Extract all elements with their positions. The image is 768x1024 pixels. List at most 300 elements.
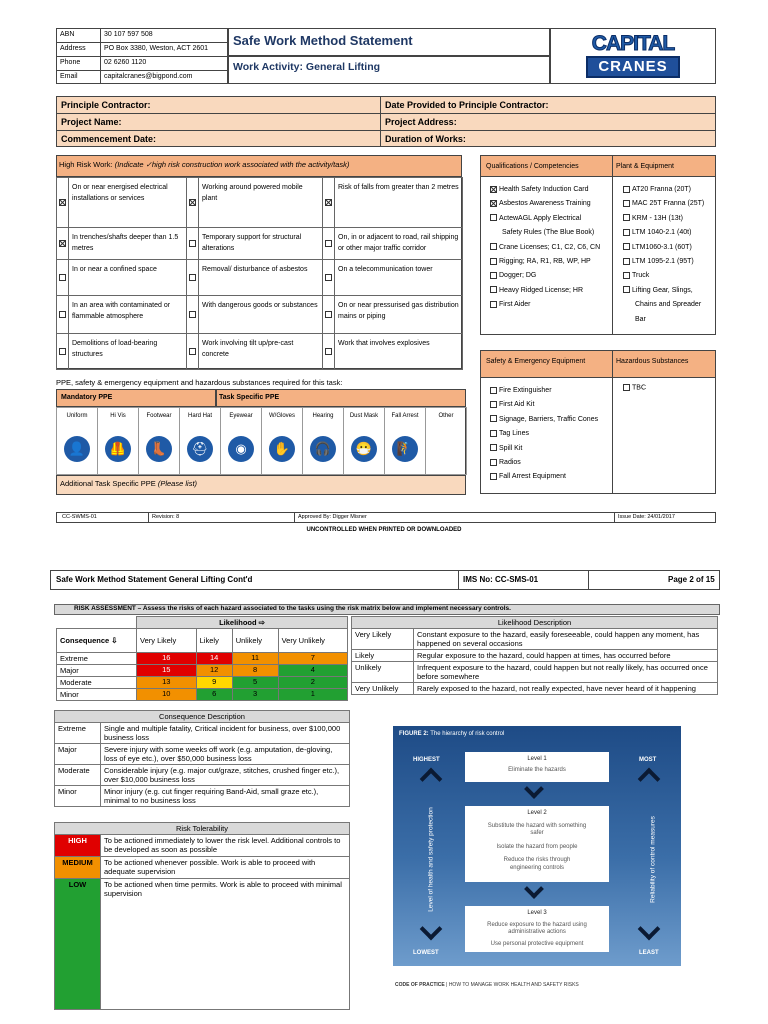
qualification-item (490, 183, 610, 197)
checkbox[interactable] (490, 258, 497, 265)
likelihood-table (351, 616, 718, 695)
ld-key: Very Likely (352, 629, 414, 650)
hrw-item-text: In trenches/shafts deeper than 1.5 metres (72, 234, 179, 252)
code-rest: | HOW TO MANAGE WORK HEALTH AND SAFETY RISKS (446, 982, 579, 988)
level-1-text: Eliminate the hazards (508, 767, 566, 773)
level-3-text-a: Reduce exposure to the hazard using administrative actions (487, 921, 587, 935)
level-3-text-b: Use personal protective equipment (490, 940, 584, 947)
qualification-item (490, 226, 610, 240)
cd-key: Extreme (55, 723, 101, 744)
qualification-item (490, 241, 610, 255)
work-activity: Work Activity: General Lifting (233, 61, 381, 73)
risk-matrix (56, 616, 348, 700)
ppe-label: Hard Hat (187, 413, 212, 419)
chevron-down-icon (524, 779, 544, 799)
abn-label: ABN (60, 31, 75, 38)
plant-item-label: Lifting Gear, Slings, (632, 286, 693, 294)
cd-key: Major (55, 744, 101, 765)
checkbox[interactable] (623, 186, 630, 193)
row-line (56, 42, 228, 43)
project-address-label: Project Address: (385, 117, 457, 127)
checkbox[interactable] (623, 229, 630, 236)
gloves-icon[interactable]: ✋ (269, 436, 295, 462)
rt-title-row (55, 823, 350, 835)
checkbox[interactable] (490, 243, 497, 250)
divider (614, 512, 615, 523)
ppe-cell (261, 407, 303, 475)
hrw-cell (56, 177, 187, 228)
divider (294, 512, 295, 523)
footer-revision: Revision: 8 (152, 514, 180, 520)
ld-row (352, 629, 718, 650)
footer-approved: Approved By: Digger Misner (298, 514, 367, 520)
plant-item-label: AT20 Franna (20T) (632, 186, 692, 193)
hrw-title (59, 160, 349, 169)
risk-score: 9 (196, 677, 232, 689)
hrw-checkbox-col (57, 260, 69, 295)
ims-number: IMS No: CC-SMS-01 (463, 575, 539, 584)
logo-bottom-text: CRANES (586, 56, 680, 78)
hazardous-item-label: TBC (632, 384, 646, 392)
duration-label: Duration of Works: (385, 134, 466, 144)
least-label: LEAST (639, 950, 659, 956)
ppe-label: Other (438, 413, 454, 419)
uniform-icon[interactable]: 👤 (64, 436, 90, 462)
checkbox[interactable] (490, 415, 497, 422)
hrw-cell (322, 333, 463, 370)
plant-item-label: Truck (632, 272, 650, 280)
commencement-date-label: Commencement Date: (61, 134, 157, 144)
checkbox[interactable] (189, 274, 196, 281)
plant-item (623, 212, 715, 226)
ld-value: Regular exposure to the hazard, could happen at times, has occurred before (414, 650, 718, 662)
ld-value: Rarely exposed to the hazard, not really expected, have never heard of it happening (414, 683, 718, 695)
ppe-cell (425, 407, 467, 475)
checkbox[interactable] (189, 348, 196, 355)
qualification-item-label: Crane Licenses; C1, C2, C6, CN (499, 243, 601, 251)
risk-score: 11 (232, 653, 278, 665)
checkbox[interactable] (189, 311, 196, 318)
checkbox[interactable] (325, 348, 332, 355)
ppe-cell (220, 407, 262, 475)
matrix-header-row (57, 617, 348, 629)
cd-title-row (55, 711, 350, 723)
hrw-checkbox-col (323, 228, 335, 259)
ppe-cell (343, 407, 385, 475)
hrw-cell (56, 333, 187, 370)
checkbox[interactable] (490, 186, 497, 193)
checkbox[interactable] (490, 387, 497, 394)
cd-row (55, 723, 350, 744)
hrw-item-text: In or near a confined space (72, 266, 157, 273)
likelihood-header: Likelihood ⇨ (137, 617, 348, 629)
page2-title: Safe Work Method Statement General Lifting Cont'd (56, 575, 253, 584)
ld-row (352, 662, 718, 683)
ld-key: Very Unlikely (352, 683, 414, 695)
checkbox[interactable] (490, 200, 497, 207)
risk-score: 10 (137, 689, 197, 701)
qualification-item-label: First Aider (499, 301, 531, 309)
checkbox[interactable] (189, 199, 196, 206)
matrix-row (57, 677, 348, 689)
risk-score: 8 (232, 665, 278, 677)
qualifications-list (490, 183, 610, 313)
tolerability-table (54, 822, 350, 1010)
level-1-title: Level 1 (527, 756, 547, 762)
risk-score: 7 (278, 653, 347, 665)
safety-item (490, 427, 612, 441)
risk-score: 6 (196, 689, 232, 701)
eyewear-icon[interactable]: ◉ (228, 436, 254, 462)
hrw-item-text: Work that involves explosives (338, 340, 430, 347)
ppe-label: Hi Vis (110, 413, 126, 419)
address-label: Address (60, 45, 86, 52)
plant-item (623, 269, 715, 283)
hrw-item-text: In an area with contaminated or flammable atmosphere (72, 302, 171, 320)
plant-item-label: LTM 1040-2.1 (40t) (632, 229, 692, 237)
hrw-checkbox-col (57, 334, 69, 369)
qualification-item (490, 298, 610, 312)
checkbox[interactable] (623, 272, 630, 279)
level-2-text-b: Isolate the hazard from people (496, 843, 578, 850)
hrw-checkbox-col (57, 296, 69, 333)
hrw-item-text: Work involving tilt up/pre-cast concrete (202, 340, 294, 358)
ppe-label: Hearing (312, 413, 334, 419)
checkbox[interactable] (490, 473, 497, 480)
cd-value: Minor injury (e.g. cut finger requiring Band-Aid, small graze etc.), minimal to no business loss (101, 786, 350, 807)
checkbox[interactable] (623, 243, 630, 250)
qualification-item-label: ActewAGL Apply Electrical (499, 214, 582, 222)
rt-row (55, 857, 350, 879)
checkbox[interactable] (490, 301, 497, 308)
risk-score: 2 (278, 677, 347, 689)
lowest-label: LOWEST (413, 950, 439, 956)
hrw-item-text: On or near energised electrical installations or services (72, 184, 168, 202)
dust-mask-icon[interactable]: 😷 (351, 436, 377, 462)
checkbox[interactable] (490, 459, 497, 466)
ld-value: Infrequent exposure to the hazard, could happen but not really likely, has occurred once before somewhere (414, 662, 718, 683)
qualification-item-label: Heavy Ridged License; HR (499, 286, 584, 294)
checkbox[interactable] (490, 214, 497, 221)
task-specific-ppe-label: Task Specific PPE (219, 394, 280, 401)
rt-value: To be actioned immediately to lower the risk level. Additional controls to be developed as soon as possible (101, 835, 350, 857)
quals-header-right: Plant & Equipment (616, 163, 674, 170)
plant-item (623, 197, 715, 211)
highest-label: HIGHEST (413, 757, 440, 763)
checkbox[interactable] (490, 401, 497, 408)
figure-caption (399, 731, 504, 737)
consequence-label: Minor (57, 689, 137, 701)
safety-equipment-list (490, 384, 612, 485)
safety-item-label: Tag Lines (499, 430, 529, 438)
safety-header-left: Safety & Emergency Equipment (486, 358, 586, 365)
risk-score: 16 (137, 653, 197, 665)
chevron-up-icon (638, 768, 661, 791)
checkbox[interactable] (623, 258, 630, 265)
rt-value: To be actioned when time permits. Work is able to proceed with minimal supervision (101, 879, 350, 1010)
quals-header-left: Qualifications / Competencies (486, 163, 579, 170)
ppe-cell (56, 407, 98, 475)
row-line (56, 130, 716, 131)
checkbox[interactable] (59, 199, 66, 206)
divider (380, 96, 381, 147)
qualification-item (490, 212, 610, 226)
hrw-cell (56, 295, 187, 334)
checkbox[interactable] (325, 311, 332, 318)
ppe-label: Eyewear (229, 413, 253, 419)
ppe-grid (56, 407, 466, 475)
additional-ppe-label (60, 479, 197, 488)
rt-row (55, 879, 350, 1010)
address-value: PO Box 3380, Weston, ACT 2601 (104, 45, 209, 52)
hrw-cell (322, 177, 463, 228)
level-3-title: Level 3 (527, 910, 547, 916)
date-provided-label: Date Provided to Principle Contractor: (385, 100, 549, 110)
plant-item-label: Bar (635, 315, 646, 323)
hrw-item-text: With dangerous goods or substances (202, 302, 318, 309)
ppe-cell (179, 407, 221, 475)
plant-item-label: MAC 25T Franna (25T) (632, 200, 705, 208)
hrw-checkbox-col (187, 228, 199, 259)
checkbox[interactable] (325, 199, 332, 206)
hrw-cell (56, 227, 187, 260)
hrw-checkbox-col (187, 296, 199, 333)
likelihood-col: Very Likely (137, 629, 197, 653)
plant-item-label: LTM 1095-2.1 (95T) (632, 257, 694, 265)
hrw-cell (186, 227, 323, 260)
ppe-cell (384, 407, 426, 475)
risk-score: 15 (137, 665, 197, 677)
consequence-label: Extreme (57, 653, 137, 665)
phone-label: Phone (60, 59, 81, 66)
plant-item-label: KRM - 13H (13t) (632, 214, 683, 222)
hrw-item-text: On, in or adjacent to road, rail shipping or other major traffic corridor (338, 234, 459, 252)
plant-item (623, 255, 715, 269)
safety-item (490, 413, 612, 427)
divider (588, 570, 589, 590)
matrix-subheader-row (57, 629, 348, 653)
rt-row (55, 835, 350, 857)
row-line (56, 56, 228, 57)
level-3-box (465, 906, 609, 952)
plant-item (623, 284, 715, 298)
phone-value: 02 6260 1120 (104, 59, 147, 66)
most-label: MOST (639, 757, 657, 763)
safety-item (490, 456, 612, 470)
risk-score: 4 (278, 665, 347, 677)
hearing-icon[interactable]: 🎧 (310, 436, 336, 462)
cd-row (55, 765, 350, 786)
document-title: Safe Work Method Statement (233, 33, 413, 48)
safety-item (490, 442, 612, 456)
hrw-checkbox-col (187, 260, 199, 295)
qualification-item-label: Asbestos Awareness Training (499, 200, 591, 208)
safety-item-label: Signage, Barriers, Traffic Cones (499, 415, 599, 423)
ppe-label: Fall Arrest (391, 413, 419, 419)
rt-title: Risk Tolerability (55, 823, 350, 835)
level-1-box (465, 752, 609, 782)
chevron-down-icon (524, 879, 544, 899)
hard-hat-icon[interactable]: ⛑ (187, 436, 213, 462)
hrw-item-text: Demolitions of load-bearing structures (72, 340, 158, 358)
footer-code: CC-SWMS-01 (62, 514, 97, 520)
consequence-table (54, 710, 350, 807)
plant-item (623, 313, 715, 327)
hrw-item-text: On a telecommunication tower (338, 266, 433, 273)
checkbox[interactable] (623, 384, 630, 391)
additional-ppe-text: Additional Task Specific PPE (60, 479, 156, 488)
safety-item (490, 398, 612, 412)
ld-key: Unlikely (352, 662, 414, 683)
right-axis-label: Reliability of control measures (649, 816, 657, 903)
hrw-checkbox-col (323, 334, 335, 369)
hrw-item-text: Working around powered mobile plant (202, 184, 303, 202)
principle-contractor-label: Principle Contractor: (61, 100, 151, 110)
checkbox[interactable] (490, 444, 497, 451)
hrw-checkbox-col (323, 260, 335, 295)
hrw-title-text: High Risk Work: (59, 160, 113, 169)
safety-header-right: Hazardous Substances (616, 358, 689, 365)
footwear-icon[interactable]: 👢 (146, 436, 172, 462)
level-2-title: Level 2 (527, 810, 547, 816)
risk-score: 5 (232, 677, 278, 689)
safety-item-label: Spill Kit (499, 444, 523, 452)
divider (458, 570, 459, 590)
hrw-item-text: Temporary support for structural alterations (202, 234, 302, 252)
qualification-item-label: Dogger; DG (499, 272, 537, 280)
risk-score: 12 (196, 665, 232, 677)
email-value: capitalcranes@bigpond.com (104, 73, 193, 80)
checkbox[interactable] (59, 240, 66, 247)
ppe-label: W/Gloves (268, 413, 295, 419)
hrw-cell (186, 295, 323, 334)
hrw-item-text: Removal/ disturbance of asbestos (202, 266, 308, 273)
checkbox[interactable] (623, 200, 630, 207)
consequence-label: Moderate (57, 677, 137, 689)
cd-row (55, 744, 350, 765)
additional-ppe-note: (Please list) (157, 479, 198, 488)
hrw-checkbox-col (187, 178, 199, 227)
likelihood-col: Likely (196, 629, 232, 653)
checkbox[interactable] (623, 286, 630, 293)
checkbox[interactable] (325, 274, 332, 281)
checkbox[interactable] (59, 311, 66, 318)
email-label: Email (60, 73, 78, 80)
safety-item-label: Radios (499, 458, 521, 466)
row-line (56, 70, 228, 71)
level-2-text-a: Substitute the hazard with something safer (487, 822, 587, 836)
hrw-cell (322, 295, 463, 334)
hrw-cell (322, 259, 463, 296)
cd-title: Consequence Description (55, 711, 350, 723)
likelihood-desc (351, 616, 718, 708)
mandatory-ppe-label: Mandatory PPE (61, 394, 113, 401)
risk-banner-text: RISK ASSESSMENT – Assess the risks of each hazard associated to the tasks using the risk matrix below and implement necessary controls. (74, 605, 511, 612)
plant-item (623, 183, 715, 197)
plant-item (623, 298, 715, 312)
hrw-checkbox-col (57, 178, 69, 227)
level-2-text-c: Reduce the risks through engineering controls (503, 857, 571, 871)
cd-key: Moderate (55, 765, 101, 786)
hrw-grid (56, 177, 462, 369)
checkbox[interactable] (490, 272, 497, 279)
rt-level: HIGH (55, 835, 101, 857)
checkbox[interactable] (189, 240, 196, 247)
hierarchy-figure (393, 726, 681, 966)
ppe-caption: PPE, safety & emergency equipment and hazardous substances required for this task: (56, 378, 343, 387)
level-2-box (465, 806, 609, 882)
risk-score: 13 (137, 677, 197, 689)
ld-row (352, 650, 718, 662)
hrw-cell (322, 227, 463, 260)
checkbox[interactable] (623, 214, 630, 221)
safety-item (490, 384, 612, 398)
checkbox[interactable] (59, 274, 66, 281)
ppe-cell (302, 407, 344, 475)
ppe-label: Dust Mask (349, 413, 379, 419)
cd-value: Single and multiple fatality, Critical incident for business, over $100,000 business loss (101, 723, 350, 744)
rt-value: To be actioned whenever possible. Work is able to proceed with adequate supervision (101, 857, 350, 879)
ld-key: Likely (352, 650, 414, 662)
qualification-item-label: Rigging; RA, R1, RB, WP, HP (499, 257, 591, 265)
checkbox[interactable] (490, 430, 497, 437)
fall-arrest-icon[interactable]: 🧗 (392, 436, 418, 462)
qualification-item-label: Health Safety Induction Card (499, 186, 589, 193)
hazardous-item (623, 384, 646, 391)
hrw-title-note: (Indicate ✓high risk construction work associated with the activity/task) (114, 160, 350, 169)
logo-top-text: CAPITAL (591, 32, 675, 55)
ld-title-row (352, 617, 718, 629)
figure-label: FIGURE 2: (399, 731, 429, 737)
consequence-header: Consequence ⇩ (57, 629, 137, 653)
hrw-checkbox-col (323, 178, 335, 227)
checkbox[interactable] (59, 348, 66, 355)
cd-value: Severe injury with some weeks off work (e.g. amputation, de-gloving, loss of eye etc.), over $50,000 business loss (101, 744, 350, 765)
footer-issue-date: Issue Date: 24/01/2017 (618, 514, 675, 520)
hrw-item-text: On or near pressurised gas distribution mains or piping (338, 302, 459, 320)
ppe-label: Footwear (146, 413, 172, 419)
consequence-desc (54, 710, 350, 805)
plant-list (623, 183, 715, 327)
cd-key: Minor (55, 786, 101, 807)
hrw-cell (186, 333, 323, 370)
risk-tolerability (54, 822, 350, 1010)
ld-title: Likelihood Description (352, 617, 718, 629)
hrw-checkbox-col (323, 296, 335, 333)
safety-item-label: Fall Arrest Equipment (499, 473, 566, 481)
checkbox[interactable] (325, 240, 332, 247)
risk-score: 3 (232, 689, 278, 701)
qualification-item (490, 197, 610, 211)
row-line (56, 113, 716, 114)
risk-matrix-table (56, 616, 348, 701)
hi-vis-icon[interactable]: 🦺 (105, 436, 131, 462)
figure-title: The hierarchy of risk control (430, 731, 505, 737)
hrw-cell (186, 177, 323, 228)
safety-item-label: Fire Extinguisher (499, 387, 552, 394)
likelihood-col: Unlikely (232, 629, 278, 653)
hrw-checkbox-col (57, 228, 69, 259)
code-of-practice (395, 982, 579, 988)
qualification-item (490, 284, 610, 298)
plant-item-label: LTM1060-3.1 (60T) (632, 243, 692, 251)
ppe-cell (138, 407, 180, 475)
rt-level: LOW (55, 879, 101, 1010)
matrix-corner (57, 617, 137, 629)
hrw-cell (186, 259, 323, 296)
checkbox[interactable] (490, 286, 497, 293)
uncontrolled-notice: UNCONTROLLED WHEN PRINTED OR DOWNLOADED (306, 527, 462, 533)
